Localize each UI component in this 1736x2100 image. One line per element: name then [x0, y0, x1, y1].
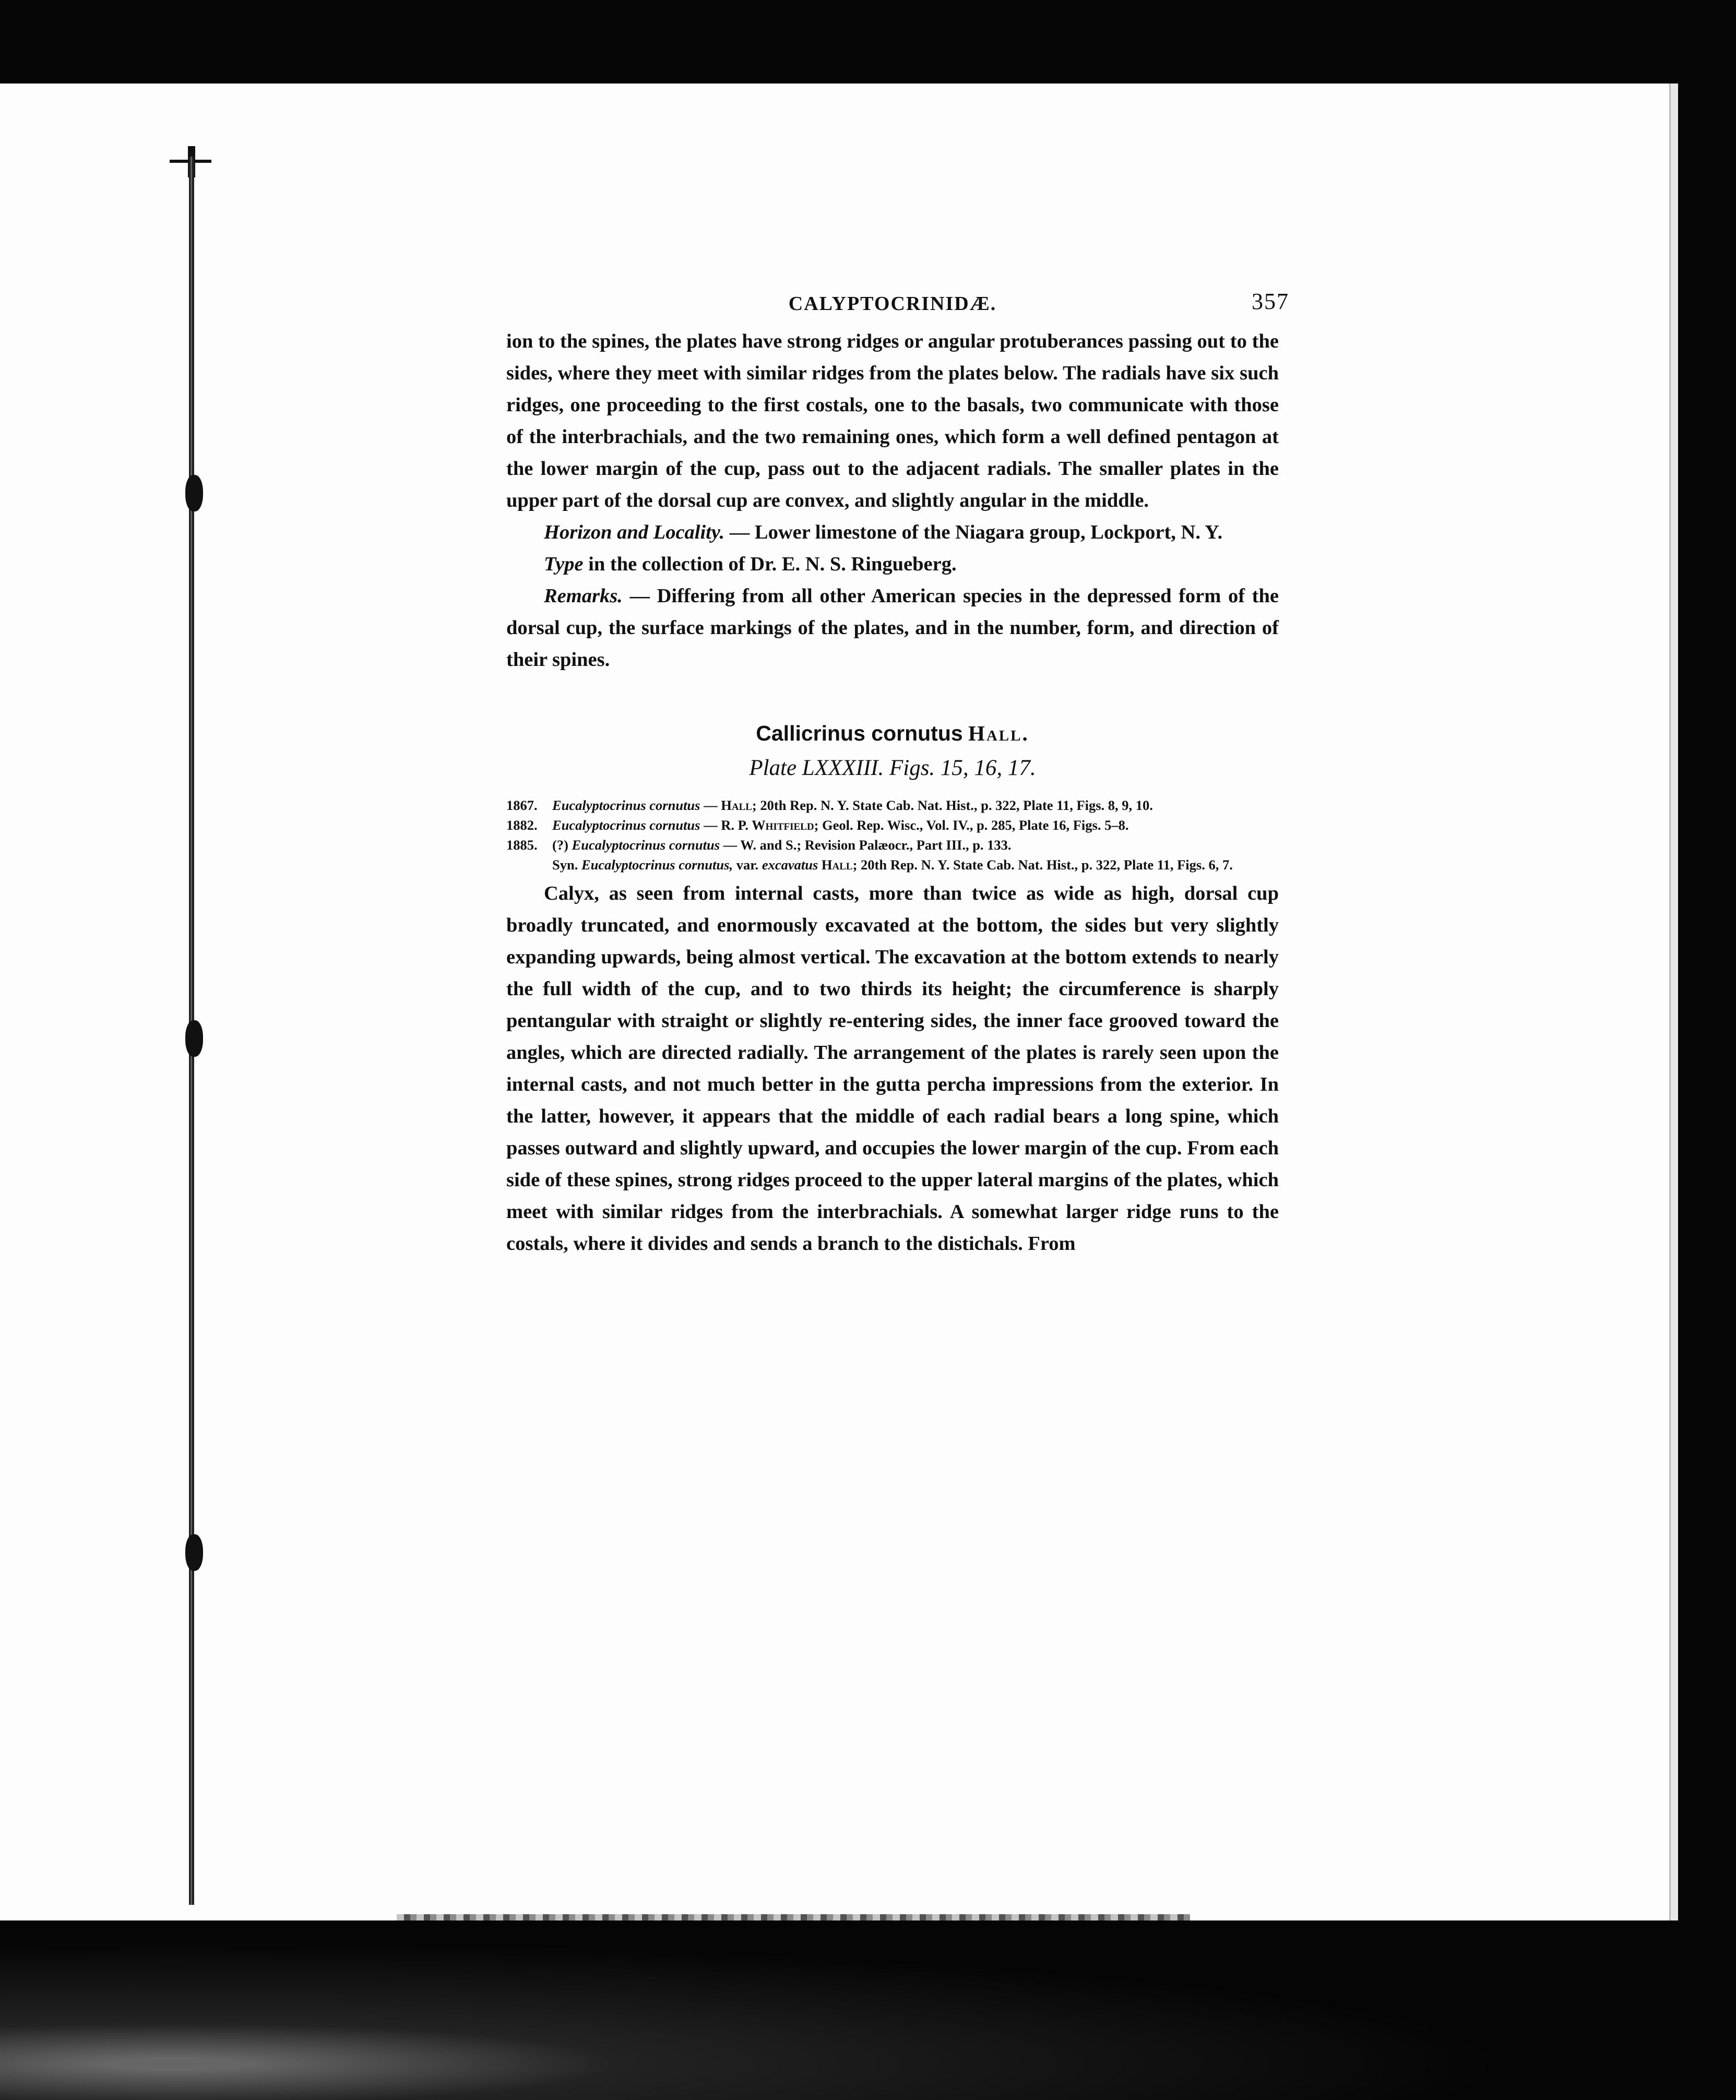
remarks-paragraph — [506, 580, 1279, 676]
synonymy-entry — [506, 855, 1279, 875]
synonymy-year: 1867. — [506, 797, 538, 813]
synonymy-taxon: Eucalyptocrinus cornutus — [572, 837, 720, 853]
description-paragraph: Calyx, as seen from internal casts, more than twice as wide as high, dorsal cup broadly truncated, and enormously excavated at the bottom, the sides but very slightly expanding upwards, being almost vertical. The excavation at the bottom extends to nearly the full width of the cup, and to two thirds its height; the circumference is sharply pentangular with straight or slightly re-entering sides, the inner face grooved toward the angles, which are directed radially. The arrangement of the plates is rarely seen upon the internal casts, and not much better in the gutta percha impressions from the exterior. In the latter, however, it appears that the middle of each radial bears a long spine, which passes outward and slightly upward, and occupies the lower margin of the cup. From each side of these spines, strong ridges proceed to the upper lateral margins of the plates, which meet with similar ridges from the interbrachials. A somewhat larger ridge runs to the costals, where it divides and sends a branch to the distichals. From — [506, 882, 1279, 1255]
synonymy-author: — W. and S. — [723, 837, 797, 853]
synonymy-syn-prefix: Syn. — [552, 857, 578, 873]
page-number: 357 — [1252, 289, 1289, 314]
synonymy-query: (?) — [552, 837, 568, 853]
binding-hole — [185, 475, 203, 511]
synonymy-taxon: Eucalyptocrinus cornutus — [552, 797, 700, 813]
species-name: Callicrinus cornutus — [756, 721, 963, 745]
synonymy-author: — R. P. Whitfield — [704, 817, 814, 833]
page-text — [506, 289, 1289, 1260]
scan-background — [0, 1920, 1736, 2100]
synonymy-ref: ; Geol. Rep. Wisc., Vol. IV., p. 285, Plate 16, Figs. 5–8. — [814, 817, 1129, 833]
synonymy-ref: ; 20th Rep. N. Y. State Cab. Nat. Hist., p. 322, Plate 11, Figs. 6, 7. — [852, 857, 1233, 873]
synonymy-author: — Hall — [704, 797, 752, 813]
binding-hole — [185, 1020, 203, 1057]
synonymy-variety: excavatus — [762, 857, 818, 873]
synonymy-ref: ; Revision Palæocr., Part III., p. 133. — [796, 837, 1012, 853]
species-heading — [506, 721, 1279, 746]
synonymy-list — [506, 795, 1279, 875]
running-head — [506, 289, 1289, 326]
synonymy-entry — [506, 795, 1279, 815]
synonymy-author: Hall — [821, 857, 853, 873]
synonymy-entry — [506, 835, 1279, 855]
synonymy-ref: ; 20th Rep. N. Y. State Cab. Nat. Hist., p. 322, Plate 11, Figs. 8, 9, 10. — [752, 797, 1153, 813]
paragraph: ion to the spines, the plates have strong ridges or angular protuberances passing out to the sides, where they meet with similar ridges from the plates below. The radials have six such ridges, one proceeding to the first costals, one to the basals, two communicate with those of the interbrachials, and the two remaining ones, which form a well defined pentagon at the lower margin of the cup, pass out to the adjacent radials. The smaller plates in the upper part of the dorsal cup are convex, and slightly angular in the middle. — [506, 330, 1279, 511]
section-title: CALYPTOCRINIDÆ. — [788, 293, 997, 315]
type-paragraph — [506, 548, 1279, 580]
type-text: in the collection of Dr. E. N. S. Ringueberg. — [588, 553, 957, 575]
type-label: Type — [544, 553, 584, 575]
synonymy-year: 1882. — [506, 817, 538, 833]
synonymy-year: 1885. — [506, 837, 538, 853]
synonymy-taxon: Eucalyptocrinus cornutus, — [581, 857, 733, 873]
binding-hole — [185, 1534, 203, 1571]
horizon-label: Horizon and Locality. — [544, 521, 725, 543]
species-author: Hall. — [968, 721, 1029, 745]
synonymy-taxon: Eucalyptocrinus cornutus — [552, 817, 700, 833]
remarks-label: Remarks. — [544, 585, 623, 607]
horizon-paragraph — [506, 517, 1279, 548]
synonymy-entry — [506, 815, 1279, 835]
horizon-text: — Lower limestone of the Niagara group, Lockport, N. Y. — [729, 521, 1223, 543]
synonymy-var: var. — [736, 857, 759, 873]
page-edge — [1669, 83, 1678, 1920]
remarks-text: — Differing from all other American species in the depressed form of the dorsal cup, the surface markings of the plates, and in the number, form, and direction of their spines. — [506, 585, 1279, 671]
plate-reference: Plate LXXXIII. Figs. 15, 16, 17. — [749, 756, 1036, 780]
